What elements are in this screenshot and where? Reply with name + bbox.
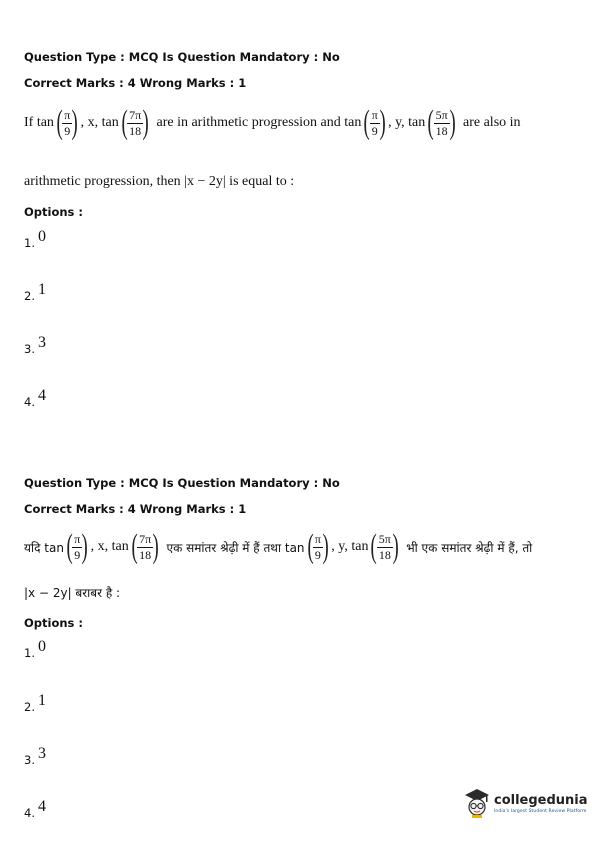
q1-statement-line2: arithmetic progression, then |x − 2y| is equal to :	[24, 174, 295, 189]
logo-name: collegedunia	[494, 792, 588, 808]
q1-option-3-value[interactable]: 3	[38, 334, 46, 351]
q1-marks-line: Correct Marks : 4 Wrong Marks : 1	[24, 76, 247, 90]
q2-mid-text: एक समांतर श्रेढ़ी में हैं तथा tan	[166, 540, 305, 555]
graduate-mascot-icon	[462, 786, 492, 820]
q2-statement-line2: |x − 2y| बराबर है :	[24, 586, 121, 600]
q2-option-4-number: 4.	[24, 806, 35, 820]
collegedunia-logo	[462, 786, 588, 820]
q2-d-den: 18	[378, 547, 391, 562]
q1-option-1-number: 1.	[24, 236, 35, 250]
q1-fraction-b: ( $\frac{7\pi}{18}$ )	[121, 104, 149, 141]
q2-b-den: 18	[139, 547, 152, 562]
q1-option-3-number: 3.	[24, 342, 35, 356]
q2-fraction-a: ( $\frac{\pi}{9}$ )	[66, 528, 89, 565]
q1-b-den: 18	[129, 123, 142, 138]
q1-statement-line1	[24, 106, 521, 140]
q2-a-num: π	[74, 531, 81, 546]
q1-type-line: Question Type : MCQ Is Question Mandatory : No	[24, 50, 340, 64]
q1-end-text: are also in	[463, 115, 521, 130]
q1-option-4-number: 4.	[24, 395, 35, 409]
q1-a-den: 9	[64, 123, 71, 138]
q2-options-label: Options :	[24, 616, 83, 630]
q2-option-1-number: 1.	[24, 646, 35, 660]
logo-tagline: India's largest Student Review Platform	[494, 808, 587, 814]
q1-b-num: 7π	[129, 107, 142, 122]
q2-fraction-d: ( $\frac{5\pi}{18}$ )	[371, 528, 399, 565]
q1-fraction-c: ( $\frac{\pi}{9}$ )	[363, 104, 386, 141]
q1-y-sep: , y, tan	[388, 115, 426, 130]
q1-fraction-d: ( $\frac{5\pi}{18}$ )	[427, 104, 456, 141]
q2-option-4-value[interactable]: 4	[38, 798, 46, 815]
q2-statement-line1	[24, 530, 532, 564]
q2-c-den: 9	[314, 547, 321, 562]
q2-option-3-value[interactable]: 3	[38, 745, 46, 762]
q2-d-num: 5π	[378, 531, 391, 546]
q1-option-2-value[interactable]: 1	[38, 281, 46, 298]
q1-options-label: Options :	[24, 205, 83, 219]
q1-c-num: π	[371, 107, 378, 122]
q2-option-2-value[interactable]: 1	[38, 692, 46, 709]
q1-option-4-value[interactable]: 4	[38, 387, 46, 404]
q1-option-2-number: 2.	[24, 289, 35, 303]
q2-type-line: Question Type : MCQ Is Question Mandatory : No	[24, 476, 340, 490]
q2-if-text: यदि tan	[24, 540, 64, 555]
q2-option-3-number: 3.	[24, 753, 35, 767]
q2-c-num: π	[314, 531, 321, 546]
q1-d-num: 5π	[435, 107, 448, 122]
q1-option-1-value[interactable]: 0	[38, 228, 46, 245]
q2-y-sep: , y, tan	[331, 539, 369, 554]
q2-b-num: 7π	[139, 531, 152, 546]
q1-if-text: If tan	[24, 115, 54, 130]
q2-fraction-b: ( $\frac{7\pi}{18}$ )	[131, 528, 159, 565]
q2-fraction-c: ( $\frac{\pi}{9}$ )	[307, 528, 329, 565]
q2-marks-line: Correct Marks : 4 Wrong Marks : 1	[24, 502, 247, 516]
q1-d-den: 18	[435, 123, 448, 138]
q1-fraction-a: ( $\frac{\pi}{9}$ )	[56, 104, 79, 141]
q1-mid-text: are in arithmetic progression and tan	[156, 115, 362, 130]
q2-x-sep: , x, tan	[90, 539, 129, 554]
q2-option-1-value[interactable]: 0	[38, 638, 46, 655]
q1-c-den: 9	[371, 123, 378, 138]
q2-a-den: 9	[74, 547, 81, 562]
q1-x-sep: , x, tan	[80, 115, 119, 130]
q2-end-text: भी एक समांतर श्रेढ़ी में हैं, तो	[406, 540, 533, 555]
q2-option-2-number: 2.	[24, 700, 35, 714]
q1-a-num: π	[64, 107, 71, 122]
